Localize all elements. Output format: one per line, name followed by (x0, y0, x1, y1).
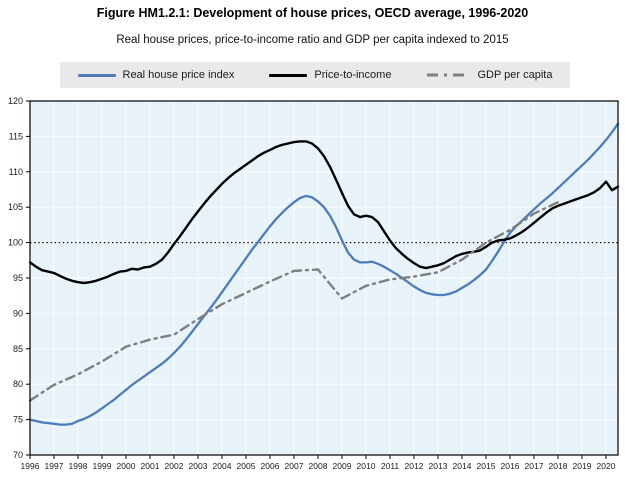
legend-item-real-house-price (78, 69, 235, 81)
x-axis-tick-label: 2012 (404, 461, 424, 471)
x-axis-tick-label: 1998 (68, 461, 88, 471)
x-axis-tick-label: 2019 (572, 461, 592, 471)
x-axis-tick-label: 2011 (380, 461, 400, 471)
y-axis-tick-label: 70 (12, 450, 23, 460)
y-axis-tick-label: 80 (12, 379, 23, 390)
x-axis-tick-label: 1996 (20, 461, 40, 471)
gdp-per-capita-line-swatch (426, 72, 470, 78)
chart-subtitle: Real house prices, price-to-income ratio and GDP per capita indexed to 2015 (116, 34, 509, 46)
x-axis-tick-label: 2004 (212, 461, 232, 471)
legend (60, 62, 570, 88)
y-axis-tick-label: 75 (12, 414, 23, 425)
x-axis-tick-label: 2001 (140, 461, 160, 471)
x-axis-tick-label: 2016 (500, 461, 520, 471)
x-axis-tick-label: 2010 (356, 461, 376, 471)
x-axis-tick-label: 2007 (284, 461, 304, 471)
y-axis-tick-label: 105 (7, 202, 23, 213)
chart-title: Figure HM1.2.1: Development of house prices, OECD average, 1996-2020 (96, 6, 529, 20)
legend-label-price-to-income: Price-to-income (314, 69, 392, 81)
x-axis-tick-label: 2013 (428, 461, 448, 471)
x-axis-tick-label: 2006 (260, 461, 280, 471)
y-axis-tick-label: 115 (8, 131, 23, 142)
legend-label-gdp-per-capita: GDP per capita (477, 69, 553, 81)
x-axis-tick-label: 2015 (476, 461, 496, 471)
legend-item-gdp-per-capita (426, 69, 552, 81)
x-axis-tick-label: 2009 (332, 461, 352, 471)
y-axis-tick-label: 85 (12, 343, 23, 354)
x-axis-tick-label: 2008 (308, 461, 328, 471)
line-chart (0, 95, 625, 479)
x-axis-tick-label: 2017 (524, 461, 544, 471)
x-axis-tick-label: 2000 (116, 461, 136, 471)
x-axis-tick-label: 2003 (188, 461, 208, 471)
y-axis-tick-label: 120 (7, 96, 23, 106)
x-axis-tick-label: 2002 (164, 461, 184, 471)
x-axis-tick-label: 2018 (548, 461, 568, 471)
y-axis-tick-label: 100 (7, 237, 23, 248)
y-axis-tick-label: 95 (12, 273, 23, 283)
price-to-income-line-swatch (269, 74, 307, 77)
y-axis-tick-label: 90 (12, 308, 23, 319)
x-axis-tick-label: 1999 (92, 461, 112, 471)
legend-label-real-house-price: Real house price index (122, 69, 235, 81)
x-axis-tick-label: 2020 (596, 461, 616, 471)
legend-item-price-to-income (269, 69, 391, 81)
x-axis-tick-label: 2005 (236, 461, 256, 471)
x-axis-tick-label: 2014 (452, 461, 472, 471)
real-house-price-line-swatch (78, 74, 116, 77)
y-axis-tick-label: 110 (8, 166, 23, 177)
x-axis-tick-label: 1997 (44, 461, 64, 471)
